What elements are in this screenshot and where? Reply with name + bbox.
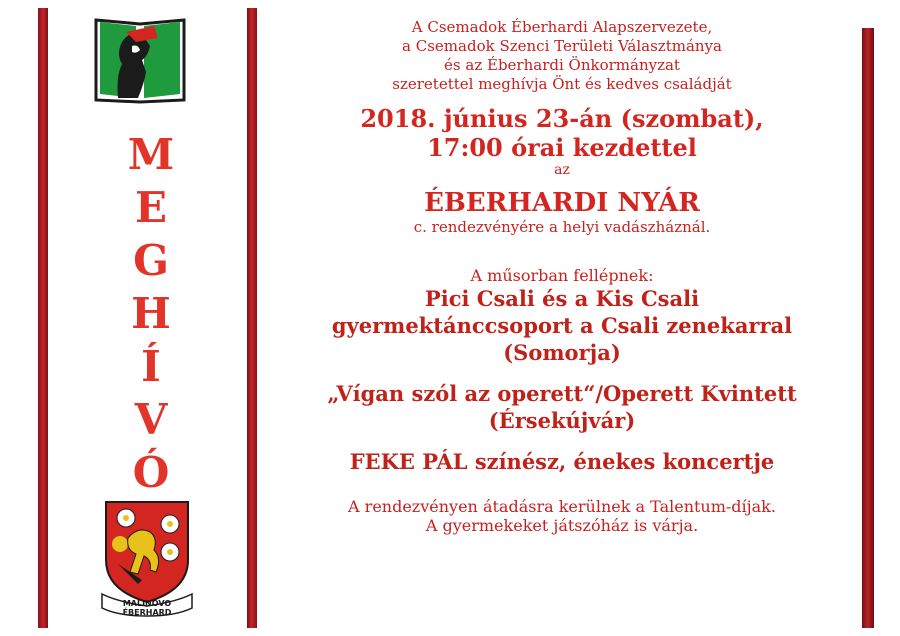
coat-of-arms-icon xyxy=(98,498,196,618)
vertical-letter: V xyxy=(134,395,168,444)
vertical-letter: H xyxy=(131,289,171,338)
vertical-title-meghivo xyxy=(108,128,194,499)
organizer-line: és az Éberhardi Önkormányzat xyxy=(444,56,680,74)
event-title: ÉBERHARDI NYÁR xyxy=(424,188,700,218)
organizer-line: a Csemadok Szenci Területi Választmánya xyxy=(402,37,722,55)
ribbon-bottom-text: ÉBERHARD xyxy=(122,608,172,617)
csemadok-logo xyxy=(92,12,188,104)
organizer-line: A Csemadok Éberhardi Alapszervezete, xyxy=(411,18,713,36)
performer-origin: (Érsekújvár) xyxy=(488,408,636,433)
performer-line: Pici Csali és a Kis Csali xyxy=(424,286,700,311)
vertical-letter: Í xyxy=(141,342,161,391)
vertical-letter: M xyxy=(127,130,175,179)
event-date: 2018. június 23-án (szombat), xyxy=(360,104,764,133)
footer-line: A rendezvényen átadásra kerülnek a Talentum-díjak. xyxy=(348,497,776,516)
performer-line: „Vígan szól az operett“/Operett Kvintett xyxy=(327,381,797,406)
vertical-letter: G xyxy=(133,236,169,285)
vertical-letter: E xyxy=(134,183,167,232)
event-time: 17:00 órai kezdettel xyxy=(427,133,697,162)
middle-divider-bar xyxy=(247,8,257,628)
ribbon-top-text: MALINOVO xyxy=(122,599,172,608)
performer-origin: (Somorja) xyxy=(503,340,621,365)
vertical-letter: Ó xyxy=(132,448,170,497)
performer-line: FEKE PÁL színész, énekes koncertje xyxy=(349,449,775,474)
invitation-content xyxy=(262,18,862,535)
invitation-line: szeretettel meghívja Önt és kedves családját xyxy=(392,75,732,93)
right-border-bar xyxy=(862,28,874,628)
connector-word: az xyxy=(554,162,570,178)
left-border-bar xyxy=(38,8,48,628)
footer-line: A gyermekeket játszóház is várja. xyxy=(425,516,699,535)
event-venue: c. rendezvényére a helyi vadászháznál. xyxy=(413,218,711,236)
performer-line: gyermektánccsoport a Csali zenekarral xyxy=(331,313,793,338)
program-intro: A műsorban fellépnek: xyxy=(470,266,654,285)
